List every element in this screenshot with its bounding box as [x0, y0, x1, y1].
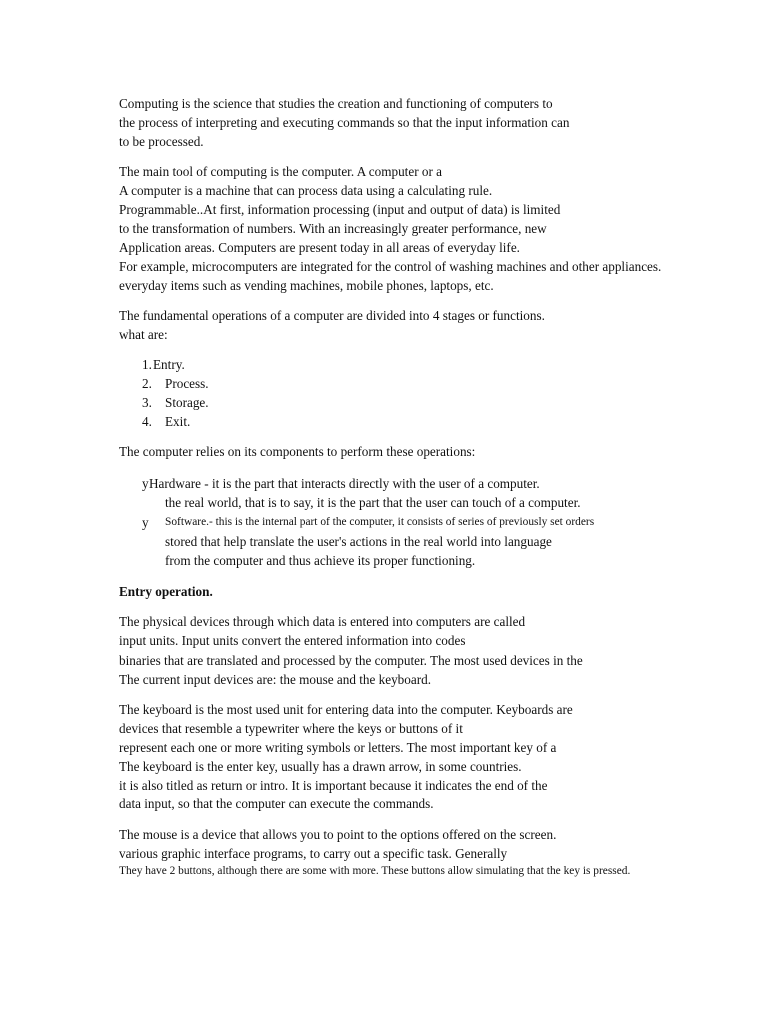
keyboard-line: represent each one or more writing symbols or letters. The most important key of a: [119, 740, 557, 755]
list-item-number: 2.: [142, 376, 152, 391]
intro-line: Computing is the science that studies the creation and functioning of computers to: [119, 96, 553, 111]
mouse-line: various graphic interface programs, to carry out a specific task. Generally: [119, 846, 508, 861]
section-heading: Entry operation.: [119, 584, 213, 599]
tool-line: The main tool of computing is the computer. A computer or a: [119, 164, 443, 179]
software-line: Software.- this is the internal part of the computer, it consists of series of previously set orders: [165, 516, 595, 528]
entry-line: The current input devices are: the mouse and the keyboard.: [119, 672, 431, 687]
tool-line: everyday items such as vending machines, mobile phones, laptops, etc.: [119, 278, 494, 293]
keyboard-line: The keyboard is the most used unit for entering data into the computer. Keyboards are: [119, 702, 573, 717]
fundamental-line: The fundamental operations of a computer are divided into 4 stages or functions.: [119, 308, 545, 323]
entry-line: The physical devices through which data is entered into computers are called: [119, 614, 526, 629]
hardware-marker: y: [142, 476, 149, 491]
list-item-text: Process.: [165, 376, 209, 391]
entry-line: input units. Input units convert the entered information into codes: [119, 633, 466, 648]
tool-line: to the transformation of numbers. With an increasingly greater performance, new: [119, 221, 547, 236]
software-line: from the computer and thus achieve its proper functioning.: [165, 553, 476, 568]
tool-line: For example, microcomputers are integrated for the control of washing machines and other appliances.: [119, 259, 662, 274]
tool-line: Programmable..At first, information processing (input and output of data) is limited: [119, 202, 561, 217]
list-item-number: 1.: [142, 357, 152, 372]
list-item-number: 3.: [142, 395, 152, 410]
components-intro: The computer relies on its components to perform these operations:: [119, 444, 476, 459]
mouse-line: The mouse is a device that allows you to point to the options offered on the screen.: [119, 827, 557, 842]
software-marker: y: [142, 515, 149, 530]
intro-line: to be processed.: [119, 134, 204, 149]
tool-line: Application areas. Computers are present today in all areas of everyday life.: [119, 240, 520, 255]
keyboard-line: data input, so that the computer can execute the commands.: [119, 796, 434, 811]
mouse-line: They have 2 buttons, although there are some with more. These buttons allow simulating that the key is pressed.: [119, 865, 631, 877]
fundamental-line: what are:: [119, 327, 168, 342]
list-item-text: Entry.: [153, 357, 185, 372]
hardware-line: the real world, that is to say, it is the part that the user can touch of a computer.: [165, 495, 581, 510]
software-line: stored that help translate the user's actions in the real world into language: [165, 534, 552, 549]
keyboard-line: it is also titled as return or intro. It is important because it indicates the end of the: [119, 778, 548, 793]
list-item-text: Exit.: [165, 414, 191, 429]
keyboard-line: The keyboard is the enter key, usually has a drawn arrow, in some countries.: [119, 759, 522, 774]
entry-line: binaries that are translated and processed by the computer. The most used devices in the: [119, 653, 583, 668]
keyboard-line: devices that resemble a typewriter where the keys or buttons of it: [119, 721, 463, 736]
intro-line: the process of interpreting and executing commands so that the input information can: [119, 115, 570, 130]
hardware-line: Hardware - it is the part that interacts directly with the user of a computer.: [149, 476, 540, 491]
tool-line: A computer is a machine that can process data using a calculating rule.: [119, 183, 493, 198]
list-item-text: Storage.: [165, 395, 209, 410]
list-item-number: 4.: [142, 414, 152, 429]
